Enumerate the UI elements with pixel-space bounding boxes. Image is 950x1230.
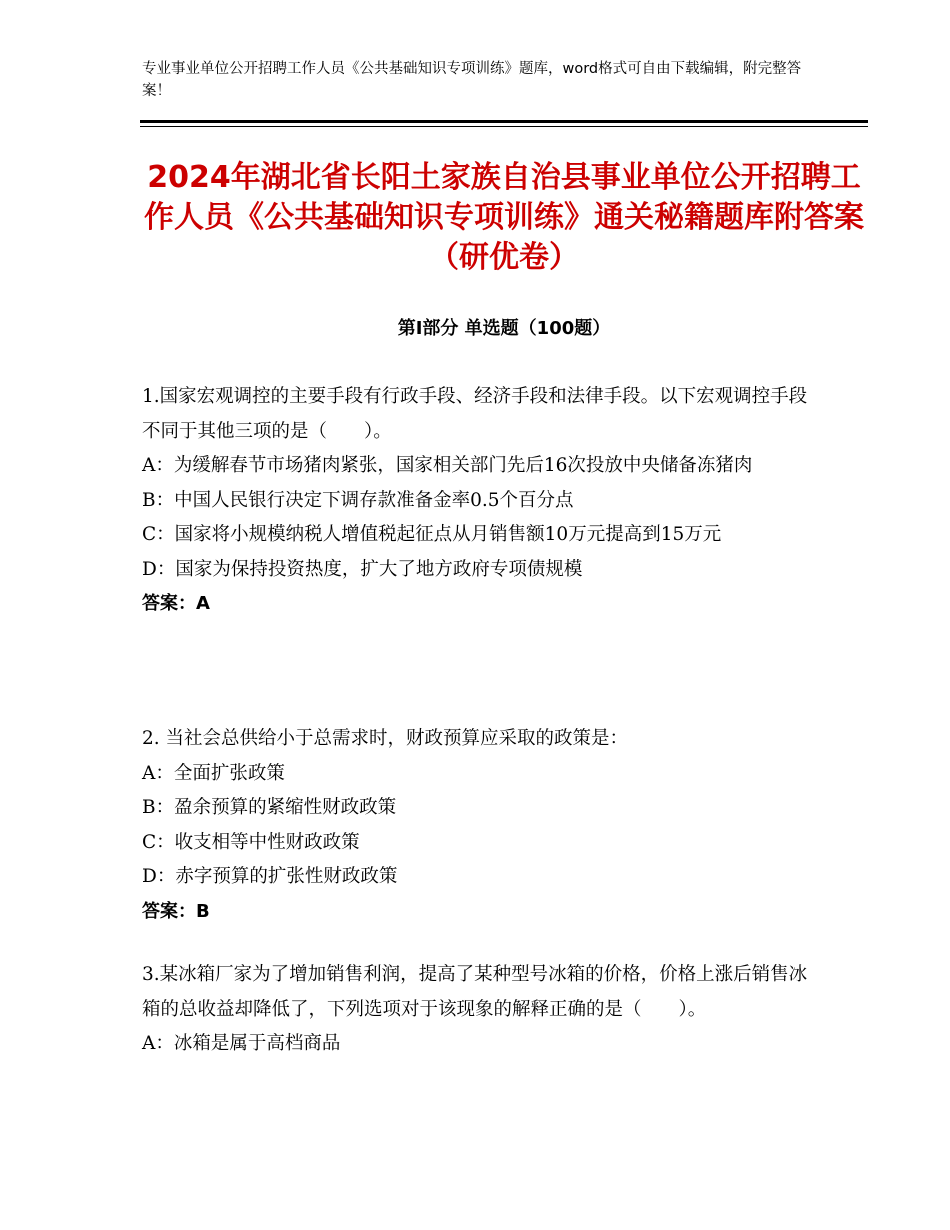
option-a: A：冰箱是属于高档商品 <box>142 1033 341 1054</box>
document-title: 2024年湖北省长阳土家族自治县事业单位公开招聘工作人员《公共基础知识专项训练》通关秘籍题库附答案（研优卷） <box>144 160 864 275</box>
question-stem: 3.某冰箱厂家为了增加销售利润，提高了某种型号冰箱的价格，价格上涨后销售冰箱的总收益却降低了，下列选项对于该现象的解释正确的是（ ）。 <box>142 964 808 1020</box>
section-title: 第Ⅰ部分 单选题（100题） <box>397 318 611 339</box>
question-2 <box>142 722 812 929</box>
question-3 <box>142 958 812 1062</box>
answer: 答案：A <box>142 593 210 614</box>
answer: 答案：B <box>142 900 210 922</box>
question-stem: 2. 当社会总供给小于总需求时，财政预算应采取的政策是： <box>142 728 629 749</box>
question-1 <box>142 380 812 622</box>
option-b: B：中国人民银行决定下调存款准备金率0.5个百分点 <box>142 489 574 511</box>
header-rule-thick <box>140 120 868 123</box>
option-a: A：全面扩张政策 <box>142 762 285 784</box>
header-rule-thin <box>140 126 868 127</box>
question-stem: 1.国家宏观调控的主要手段有行政手段、经济手段和法律手段。以下宏观调控手段不同于其他三项的是（ ）。 <box>142 386 808 442</box>
option-d: D：赤字预算的扩张性财政政策 <box>142 866 398 887</box>
option-c: C：国家将小规模纳税人增值税起征点从月销售额10万元提高到15万元 <box>142 524 722 545</box>
header-note: 专业事业单位公开招聘工作人员《公共基础知识专项训练》题库，word格式可自由下载编辑，附完整答案！ <box>142 61 802 99</box>
option-b: B：盈余预算的紧缩性财政政策 <box>142 797 397 818</box>
option-c: C：收支相等中性财政政策 <box>142 831 360 853</box>
option-d: D：国家为保持投资热度，扩大了地方政府专项债规模 <box>142 558 583 580</box>
option-a: A：为缓解春节市场猪肉紧张，国家相关部门先后16次投放中央储备冻猪肉 <box>142 455 753 476</box>
